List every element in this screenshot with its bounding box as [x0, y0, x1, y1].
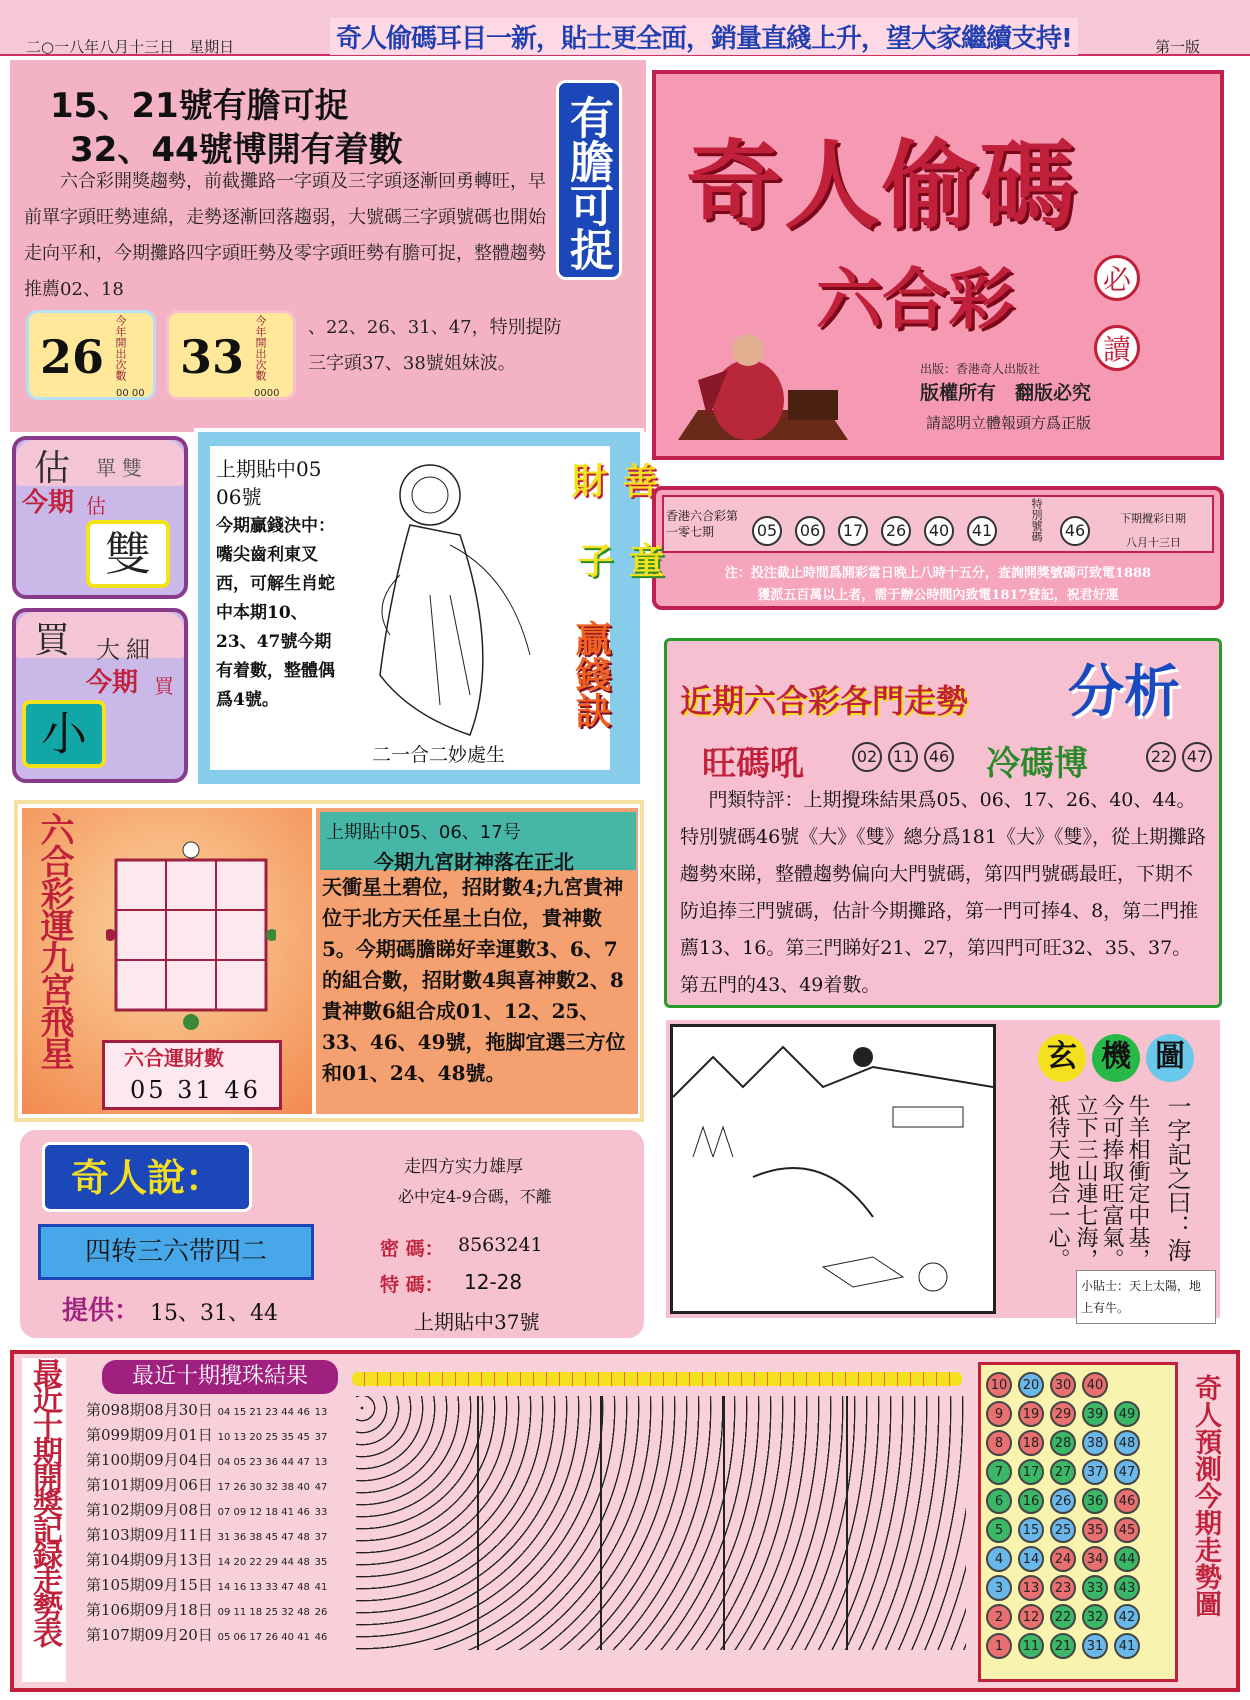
predict-grid: [986, 1372, 1172, 1678]
nine-side-title: 六合彩運九宮飛星: [34, 812, 74, 1068]
number-box-1-sub: 00 00: [116, 388, 145, 399]
number-box-1-value: 26: [40, 330, 105, 384]
te-label: 特 碼：: [380, 1274, 444, 1296]
predict-ball: 39: [1082, 1401, 1108, 1427]
edition-label: 第一版: [1155, 38, 1201, 56]
cold-balls: [1146, 742, 1212, 772]
predict-ball: 31: [1082, 1633, 1108, 1659]
number-box-1-label: 今年開出次數: [114, 315, 127, 381]
result-note-2: 獲派五百萬以上者，需于辦公時間內致電1817登記，祝君好運: [757, 588, 1119, 603]
predict-ball: 24: [1050, 1546, 1076, 1572]
tongzi-title-1: 善財: [566, 462, 659, 498]
rights-text: 版權所有 翻版必究: [920, 382, 1092, 404]
predict-ball: 3: [986, 1575, 1012, 1601]
cold-ball: 47: [1182, 742, 1212, 772]
history-row-numbers: 04 05 23 36 44 47: [217, 1457, 310, 1468]
provide-numbers: 15、31、44: [150, 1301, 278, 1326]
lucky-numbers: 05 31 46: [130, 1076, 261, 1104]
predict-ball: 37: [1082, 1459, 1108, 1485]
predict-ball: 48: [1114, 1430, 1140, 1456]
xuanji-image: [670, 1024, 996, 1314]
predict-ball: 47: [1114, 1459, 1140, 1485]
tongzi-title-2: 童子: [572, 542, 665, 578]
buy-tag: 買: [154, 674, 174, 698]
history-row-label: 第101期09月06日: [86, 1476, 213, 1494]
special-ball: 46: [1060, 516, 1090, 546]
xuanji-col-4: 立下三山連七海，: [1073, 1094, 1098, 1270]
predict-ball: 32: [1082, 1604, 1108, 1630]
xuanji-col-3: 今可捧取旺富氣。: [1099, 1094, 1124, 1270]
sage-figure-image: [668, 310, 858, 450]
result-ball: 40: [924, 516, 954, 546]
predict-ball: 26: [1050, 1488, 1076, 1514]
predict-ball: 17: [1018, 1459, 1044, 1485]
guess-tag: 估: [86, 494, 106, 518]
history-number-strip: [352, 1372, 962, 1386]
te-value: 12-28: [464, 1270, 523, 1294]
predict-ball: 38: [1082, 1430, 1108, 1456]
predict-ball: 46: [1114, 1488, 1140, 1514]
history-row-numbers: 04 15 21 23 44 46: [217, 1407, 310, 1418]
predict-ball: 10: [986, 1372, 1012, 1398]
predict-ball: 18: [1018, 1430, 1044, 1456]
predict-ball: 9: [986, 1401, 1012, 1427]
hot-ball: 11: [888, 742, 918, 772]
qiren-slogan: 四转三六带四二: [38, 1224, 314, 1280]
analysis-body: 門類特評：上期攪珠結果爲05、06、17、26、40、44。特別號碼46號《大》《雙》總分爲181《大》《雙》，從上期攤路趨勢來睇，整體趨勢偏向大門號碼，第四門號碼最旺，下期不防追捧三門號碼，估計今期攤路，第一門可捧4、8，第二門推薦13、16。第三門睇好21、27，第四門可旺32、35、37。第五門的43、49着數。: [680, 789, 1206, 996]
tongzi-figure-image: [350, 455, 550, 745]
xuanji-tip: 小貼士：天上太陽，地上有牛。: [1076, 1270, 1216, 1324]
publisher-text: 出版：香港奇人出版社: [920, 362, 1041, 376]
tongzi-hint: 上期貼中05 06號: [216, 457, 322, 509]
history-row-label: 第107期09月20日: [86, 1626, 213, 1644]
predict-ball: 8: [986, 1430, 1012, 1456]
predict-ball: 35: [1082, 1517, 1108, 1543]
mi-value: 8563241: [458, 1234, 543, 1256]
history-row-numbers: 07 09 12 18 41 46: [217, 1507, 310, 1518]
headline-badge: 有膽可捉: [556, 80, 622, 280]
buy-options: 大細: [96, 636, 156, 664]
predict-ball: 6: [986, 1488, 1012, 1514]
history-row-numbers: 31 36 38 45 47 48: [217, 1532, 310, 1543]
predict-ball: 22: [1050, 1604, 1076, 1630]
predict-ball: 7: [986, 1459, 1012, 1485]
result-ball: 26: [881, 516, 911, 546]
predict-col: [1114, 1372, 1140, 1678]
guess-answer: 雙: [86, 520, 170, 588]
predict-ball: 44: [1114, 1546, 1140, 1572]
tongzi-body: 今期贏錢決中：嘴尖齒利東叉西，可解生肖蛇中本期10、23、47號今期有着數，整體偶爲4號。: [216, 516, 335, 710]
result-ball: 41: [967, 516, 997, 546]
predict-ball: 28: [1050, 1430, 1076, 1456]
predict-ball: 12: [1018, 1604, 1044, 1630]
history-row-label: 第098期08月30日: [86, 1401, 213, 1419]
xuanji-title-3: 圖: [1146, 1034, 1194, 1082]
history-row-special: 33: [314, 1507, 328, 1518]
result-ball: 06: [795, 516, 825, 546]
xuanji-col-5: 祇待天地合一心。: [1045, 1094, 1070, 1270]
predict-side-title: 奇人預測今期走勢圖: [1190, 1374, 1221, 1617]
predict-ball: 41: [1114, 1633, 1140, 1659]
hot-ball: 46: [924, 742, 954, 772]
hot-label: 旺碼吼: [702, 744, 804, 784]
predict-col: [1050, 1372, 1076, 1678]
predict-ball: 27: [1050, 1459, 1076, 1485]
history-row-label: 第104期09月13日: [86, 1551, 213, 1569]
history-row-label: 第099期09月01日: [86, 1426, 213, 1444]
predict-ball: 16: [1018, 1488, 1044, 1514]
buy-period: 今期: [86, 668, 139, 698]
buy-answer: 小: [22, 700, 106, 768]
predict-col: [986, 1372, 1012, 1678]
headline-body-2: 、22、26、31、47，特別提防三字頭37、38號姐妹波。: [308, 317, 562, 374]
xuanji-col-1: 一字記之曰：海: [1163, 1094, 1191, 1262]
history-row-numbers: 17 26 30 32 38 40: [217, 1482, 310, 1493]
predict-ball: 25: [1050, 1517, 1076, 1543]
history-row-label: 第100期09月04日: [86, 1451, 213, 1469]
predict-ball: 13: [1018, 1575, 1044, 1601]
history-row-numbers: 14 20 22 29 44 48: [217, 1557, 310, 1568]
qiren-title: 奇人說：: [42, 1142, 252, 1212]
history-row: [86, 1498, 356, 1523]
history-trend-grid: [356, 1396, 966, 1650]
predict-col: [1082, 1372, 1108, 1678]
predict-ball: 33: [1082, 1575, 1108, 1601]
header-date: 二○一八年八月十三日 星期日: [26, 38, 235, 56]
predict-col: [1018, 1372, 1044, 1678]
buy-title: 買: [34, 620, 71, 661]
headline-body: 六合彩開獎趨勢，前截攤路一字頭及三字頭逐漸回勇轉旺，早前單字頭旺勢連綿，走勢逐漸回落趨弱，大號碼三字頭號碼也開始走向平和，今期攤路四字頭旺勢及零字頭旺勢有膽可捉，整體趨勢推薦02、18: [24, 171, 546, 300]
lucky-label: 六合運財數: [124, 1046, 224, 1070]
history-row: [86, 1598, 356, 1623]
result-ball: 17: [838, 516, 868, 546]
special-label: 特別號碼: [1030, 498, 1043, 542]
predict-ball: 5: [986, 1517, 1012, 1543]
notice-text: 請認明立體報頭方爲正版: [926, 414, 1092, 432]
nine-head: 今期九宮財神落在正北: [374, 850, 574, 874]
history-row: [86, 1623, 356, 1648]
history-row-special: 47: [314, 1482, 328, 1493]
history-row-special: 46: [314, 1632, 328, 1643]
tongzi-caption: 二一合二妙處生: [372, 744, 506, 766]
predict-ball: 30: [1050, 1372, 1076, 1398]
history-row: [86, 1423, 356, 1448]
history-row: [86, 1548, 356, 1573]
history-row-special: 13: [314, 1457, 328, 1468]
tongzi-title-3: 贏錢訣: [570, 620, 612, 728]
analysis-title: 近期六合彩各門走勢: [680, 682, 969, 720]
history-row-special: 37: [314, 1432, 328, 1443]
predict-ball: 11: [1018, 1633, 1044, 1659]
predict-ball: 49: [1114, 1401, 1140, 1427]
history-row-label: 第102期09月08日: [86, 1501, 213, 1519]
xuanji-col-2: 牛羊相衝定中基，: [1125, 1094, 1150, 1270]
guess-title: 估: [34, 448, 71, 489]
predict-ball: 42: [1114, 1604, 1140, 1630]
history-side-title: 最近十期開獎記録走勢表: [22, 1358, 66, 1682]
guess-options: 單雙: [96, 456, 148, 480]
qiren-line-1: 走四方实力雄厚: [404, 1157, 523, 1177]
predict-ball: 2: [986, 1604, 1012, 1630]
bi-badge: 必: [1094, 255, 1140, 301]
history-row-numbers: 09 11 18 25 32 48: [217, 1607, 310, 1618]
history-row-special: 41: [314, 1582, 328, 1593]
last-hit: 上期貼中37號: [414, 1310, 540, 1334]
nine-body: 天衝星土碧位，招財數4;九宮貴神位于北方天任星土白位，貴神數5。今期碼膽睇好幸運數3、6、7的組合數，招財數4與喜神數2、8貴神數6組合成01、12、25、33、46、49號，拖脚宜選三方位和01、24、48號。: [322, 875, 626, 1085]
history-row-numbers: 14 16 13 33 47 48: [217, 1582, 310, 1593]
headline-line1: 15、21號有膽可捉: [50, 86, 349, 126]
history-row-special: 37: [314, 1532, 328, 1543]
history-row: [86, 1523, 356, 1548]
predict-ball: 36: [1082, 1488, 1108, 1514]
hot-balls: [852, 742, 954, 772]
next-draw-label: 下期攪彩日期: [1120, 512, 1186, 525]
nine-grid-image: [106, 840, 276, 1030]
history-row: [86, 1473, 356, 1498]
mi-label: 密 碼：: [380, 1238, 444, 1260]
history-row-numbers: 10 13 20 25 35 45: [217, 1432, 310, 1443]
history-row-label: 第106期09月18日: [86, 1601, 213, 1619]
cold-label: 冷碼博: [986, 744, 1088, 784]
number-box-2-value: 33: [180, 330, 245, 384]
predict-ball: 19: [1018, 1401, 1044, 1427]
next-draw-date: 八月十三日: [1126, 536, 1181, 549]
masthead-title: 奇人偷碼: [686, 129, 1078, 242]
masthead-subtitle: 六合彩: [816, 261, 1014, 338]
hot-ball: 02: [852, 742, 882, 772]
history-row-special: 26: [314, 1607, 328, 1618]
result-balls: [752, 516, 1002, 546]
predict-ball: 15: [1018, 1517, 1044, 1543]
history-row: [86, 1398, 356, 1423]
predict-ball: 29: [1050, 1401, 1076, 1427]
history-rows: [86, 1398, 356, 1648]
predict-ball: 34: [1082, 1546, 1108, 1572]
history-row: [86, 1448, 356, 1473]
provide-label: 提供：: [62, 1296, 141, 1326]
qiren-line-2: 必中定4-9合碼，不離: [398, 1187, 552, 1206]
xuanji-title-2: 機: [1092, 1034, 1140, 1082]
predict-ball: 45: [1114, 1517, 1140, 1543]
number-box-2-sub: 0000: [254, 388, 280, 399]
headline-line2: 32、44號博開有着數: [70, 130, 403, 170]
result-ball: 05: [752, 516, 782, 546]
predict-ball: 21: [1050, 1633, 1076, 1659]
predict-ball: 23: [1050, 1575, 1076, 1601]
cold-ball: 22: [1146, 742, 1176, 772]
number-box-2-label: 今年開出次數: [254, 315, 267, 381]
history-row-label: 第105期09月15日: [86, 1576, 213, 1594]
history-row-special: 35: [314, 1557, 328, 1568]
result-label: 香港六合彩第一零七期: [666, 509, 739, 539]
history-row-special: 13: [314, 1407, 328, 1418]
predict-ball: 43: [1114, 1575, 1140, 1601]
predict-ball: 14: [1018, 1546, 1044, 1572]
history-row-numbers: 05 06 17 26 40 41: [217, 1632, 310, 1643]
history-row: [86, 1573, 356, 1598]
nine-hint: 上期貼中05、06、17号: [320, 812, 636, 870]
result-note-1: 注：投注截止時間爲開彩當日晚上八時十五分，查詢開獎號碼可致電1888: [724, 566, 1152, 581]
du-badge: 讀: [1094, 325, 1140, 371]
xuanji-title-1: 玄: [1038, 1034, 1086, 1082]
predict-ball: 20: [1018, 1372, 1044, 1398]
history-title: 最近十期攪珠結果: [102, 1360, 338, 1394]
analysis-title-2: 分析: [1068, 660, 1180, 725]
header-slogan: 奇人偷碼耳目一新，貼士更全面，銷量直綫上升，望大家繼續支持!: [330, 18, 1078, 55]
history-row-label: 第103期09月11日: [86, 1526, 213, 1544]
guess-period: 今期: [22, 488, 75, 518]
predict-ball: 4: [986, 1546, 1012, 1572]
predict-ball: 40: [1082, 1372, 1108, 1398]
predict-ball: 1: [986, 1633, 1012, 1659]
